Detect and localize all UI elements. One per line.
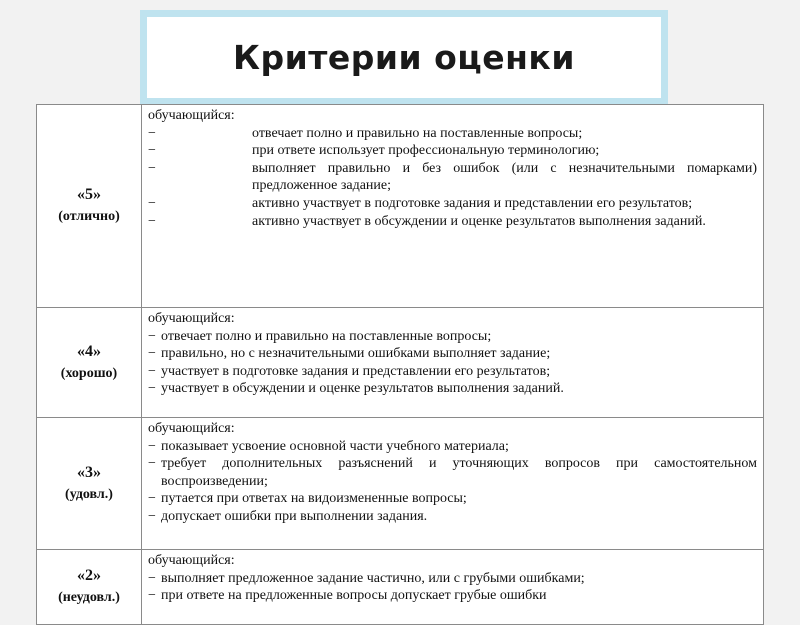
grade-label: (отлично)	[58, 209, 120, 224]
grade-cell	[37, 550, 142, 625]
description-intro: обучающийся:	[148, 421, 235, 436]
bullet-dash: −	[148, 346, 156, 362]
grade-mark: «4»	[77, 342, 101, 360]
grade-label: (удовл.)	[65, 486, 113, 502]
bullet-dash: −	[148, 588, 156, 604]
bullet-dash: −	[148, 125, 156, 141]
list-item	[148, 455, 757, 490]
list-item	[148, 508, 757, 526]
list-item-text: при ответе на предложенные вопросы допускает грубые ошибки	[161, 588, 547, 604]
description-intro: обучающийся:	[148, 311, 235, 326]
page-title: Критерии оценки	[233, 38, 575, 77]
list-item	[148, 345, 757, 363]
bullet-dash: −	[148, 456, 156, 472]
grade-cell	[37, 308, 142, 418]
description-intro: обучающийся:	[148, 108, 235, 123]
list-item-text: требует дополнительных разъяснений и уточняющих вопросов при самостоятельном воспроизведении;	[161, 456, 757, 489]
list-item-text: путается при ответах на видоизмененные вопросы;	[161, 491, 467, 507]
grade-mark: «2»	[77, 567, 101, 584]
bullet-dash: −	[148, 328, 156, 344]
list-item	[148, 328, 757, 346]
list-item	[148, 490, 757, 508]
bullet-dash: −	[148, 160, 156, 176]
list-item	[148, 125, 757, 143]
criteria-table	[36, 104, 764, 625]
table-row-grade-5	[37, 105, 764, 308]
list-item	[148, 587, 757, 605]
bullet-dash: −	[148, 213, 156, 229]
list-item-text: выполняет предложенное задание частично, или с грубыми ошибками;	[161, 570, 585, 586]
title-box	[147, 17, 661, 98]
bullet-dash: −	[148, 363, 156, 379]
bullet-dash: −	[148, 381, 156, 397]
list-item	[148, 195, 757, 213]
table-row-grade-4	[37, 308, 764, 418]
list-item-text: выполняет правильно и без ошибок (или с незначительными помарками) предложенное задание;	[252, 160, 757, 194]
grade-label: (хорошо)	[60, 365, 118, 381]
table-row-grade-2	[37, 550, 764, 625]
description-cell	[142, 308, 764, 418]
list-item-text: показывает усвоение основной части учебного материала;	[161, 438, 509, 454]
bullet-dash: −	[148, 491, 156, 507]
table-row-grade-3	[37, 418, 764, 550]
grade-cell	[37, 105, 142, 308]
bullet-dash: −	[148, 570, 156, 586]
list-item-text: участвует в подготовке задания и представлении его результатов;	[161, 363, 551, 379]
grade-label: (неудовл.)	[58, 590, 120, 605]
list-item	[148, 380, 757, 398]
description-cell	[142, 418, 764, 550]
list-item-text: активно участвует в обсуждении и оценке результатов выполнения заданий.	[252, 213, 706, 229]
description-cell	[142, 105, 764, 308]
list-item-text: правильно, но с незначительными ошибками выполняет задание;	[161, 346, 551, 362]
grade-cell	[37, 418, 142, 550]
list-item-text: допускает ошибки при выполнении задания.	[161, 508, 428, 524]
list-item	[148, 363, 757, 381]
bullet-dash: −	[148, 508, 156, 524]
list-item	[148, 213, 757, 231]
bullet-dash: −	[148, 438, 156, 454]
bullet-dash: −	[148, 195, 156, 211]
list-item-text: отвечает полно и правильно на поставленные вопросы;	[161, 328, 492, 344]
grade-mark: «5»	[77, 186, 101, 203]
list-item-text: отвечает полно и правильно на поставленные вопросы;	[252, 125, 583, 141]
description-cell	[142, 550, 764, 625]
list-item	[148, 570, 757, 588]
description-intro: обучающийся:	[148, 553, 235, 568]
list-item	[148, 160, 757, 195]
grade-mark: «3»	[77, 463, 101, 481]
title-frame	[140, 10, 668, 105]
bullet-dash: −	[148, 143, 156, 159]
list-item	[148, 142, 757, 160]
list-item-text: активно участвует в подготовке задания и представлении его результатов;	[252, 195, 693, 211]
list-item-text: участвует в обсуждении и оценке результатов выполнения заданий.	[161, 381, 564, 397]
list-item	[148, 438, 757, 456]
list-item-text: при ответе использует профессиональную терминологию;	[252, 143, 600, 159]
